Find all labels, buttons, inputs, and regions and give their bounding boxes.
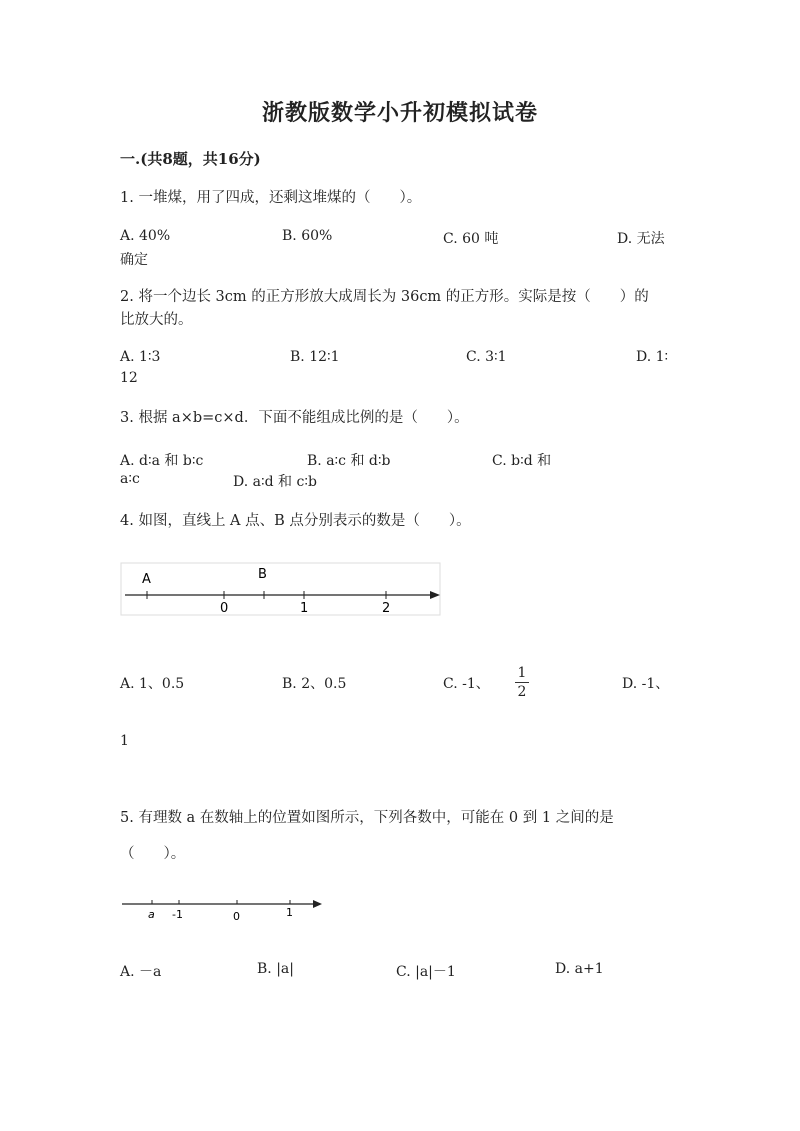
q4-option-d: D. -1、 xyxy=(622,676,670,692)
q5-option-a: A. －a xyxy=(120,964,162,980)
question-2-stem-line2: 比放大的。 xyxy=(120,312,193,328)
q3-option-b: B. a∶c 和 d∶b xyxy=(307,453,391,469)
q4-option-a: A. 1、0.5 xyxy=(120,676,185,692)
q2-option-a: A. 1∶3 xyxy=(120,349,161,365)
q1-option-a: A. 40% xyxy=(120,228,171,244)
q4-option-c: C. -1、 xyxy=(443,676,490,692)
q3-option-c: C. b∶d 和 xyxy=(492,453,552,469)
q4-tick-label-1: 1 xyxy=(300,601,309,616)
q5-option-c: C. |a|－1 xyxy=(396,964,456,980)
q4-tick-label-2: 2 xyxy=(382,601,391,616)
section-heading: 一.(共8题，共16分) xyxy=(120,150,261,168)
q5-axis-arrow xyxy=(313,900,322,908)
q5-option-b: B. |a| xyxy=(257,961,294,977)
question-5-stem-line2: （ ）。 xyxy=(120,846,186,862)
q5-option-d: D. a+1 xyxy=(555,961,604,977)
question-1-stem: 1. 一堆煤，用了四成，还剩这堆煤的（ ）。 xyxy=(120,190,422,206)
q1-option-d-cont: 确定 xyxy=(120,252,148,268)
question-3-stem: 3. 根据 a×b=c×d．下面不能组成比例的是（ ）。 xyxy=(120,410,469,426)
q4-option-b: B. 2、0.5 xyxy=(282,676,347,692)
q5-label-a: a xyxy=(148,908,155,921)
q4-axis-arrow xyxy=(430,591,440,599)
q3-option-c-cont: a∶c xyxy=(120,471,140,487)
q5-number-line-figure xyxy=(118,895,328,925)
q4-figure-frame xyxy=(121,563,440,615)
q1-option-d: D. 无法 xyxy=(617,231,665,247)
q1-option-c: C. 60 吨 xyxy=(443,231,499,247)
q2-option-c: C. 3∶1 xyxy=(466,349,507,365)
q4-number-line-figure xyxy=(120,562,445,617)
q4-option-d-cont: 1 xyxy=(120,733,129,749)
fraction-numerator: 1 xyxy=(517,665,527,681)
q5-label-1: 1 xyxy=(286,906,293,919)
question-2-stem-line1: 2. 将一个边长 3cm 的正方形放大成周长为 36cm 的正方形。实际是按（ ）的 xyxy=(120,289,649,305)
page-title: 浙教版数学小升初模拟试卷 xyxy=(261,100,538,126)
q2-option-d: D. 1∶ xyxy=(636,349,669,365)
question-4-stem: 4. 如图，直线上 A 点、B 点分别表示的数是（ ）。 xyxy=(120,513,471,529)
q3-option-d: D. a∶d 和 c∶b xyxy=(233,474,317,490)
q2-option-b: B. 12∶1 xyxy=(290,349,340,365)
q3-option-a: A. d∶a 和 b∶c xyxy=(120,453,204,469)
q2-option-d-cont: 12 xyxy=(120,370,138,386)
q1-option-b: B. 60% xyxy=(282,228,333,244)
question-5-stem: 5. 有理数 a 在数轴上的位置如图所示，下列各数中，可能在 0 到 1 之间的是 xyxy=(120,810,614,826)
q5-label-neg1: -1 xyxy=(172,908,183,921)
q4-label-a: A xyxy=(142,572,151,587)
q4-label-b: B xyxy=(258,567,267,582)
fraction-bar xyxy=(515,682,529,683)
q4-option-c-fraction xyxy=(515,665,529,700)
q4-tick-label-0: 0 xyxy=(220,601,229,616)
fraction-denominator: 2 xyxy=(517,684,527,700)
q5-label-0: 0 xyxy=(233,910,240,923)
